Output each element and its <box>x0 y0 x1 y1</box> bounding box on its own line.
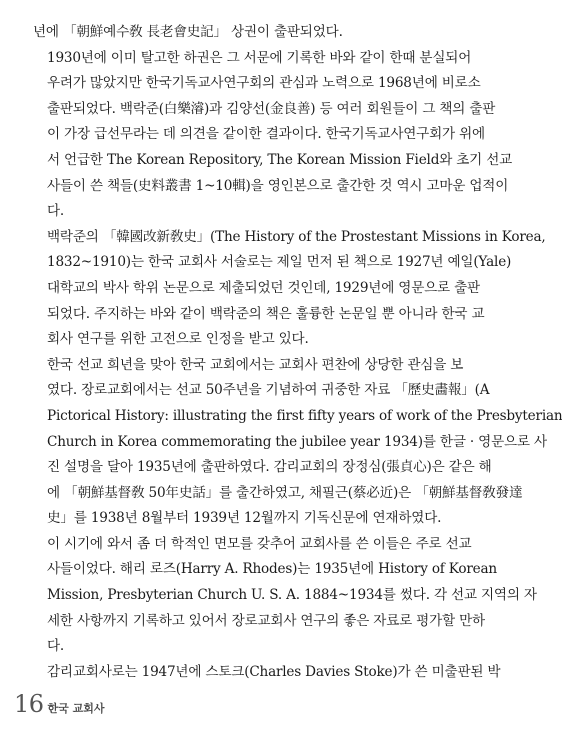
running-title: 한국 교회사 <box>47 702 105 715</box>
text-line: 사들이었다. 해리 로즈(Harry A. Rhodes)는 1935년에 History of Korean <box>47 561 497 578</box>
text-line: 한국 선교 희년을 맞아 한국 교회에서는 교회사 편찬에 상당한 관심을 보 <box>47 356 464 373</box>
text-line: 백락준의 「韓國改新敎史」(The History of the Prostestant Missions in Korea, <box>47 228 546 245</box>
text-line: 에 「朝鮮基督敎 50年史話」를 출간하였고, 채필근(蔡必近)은 「朝鮮基督敎發達 <box>47 484 523 501</box>
paragraph <box>33 532 537 660</box>
text-line: 1832~1910)는 한국 교회사 서술로는 제일 먼저 된 책으로 1927년 예일(Yale) <box>47 254 512 271</box>
text-line: 史」를 1938년 8월부터 1939년 12월까지 기독신문에 연재하였다. <box>47 510 442 527</box>
paragraph <box>33 46 513 225</box>
page-footer <box>14 690 105 720</box>
text-line: 였다. 장로교회에서는 선교 50주년을 기념하여 귀중한 자료 「歷史畵報」(A <box>47 382 490 399</box>
text-line: 다. <box>47 203 65 220</box>
text-line: Pictorical History: illustrating the first fifty years of work of the Presbyterian <box>47 407 562 424</box>
text-line: 서 언급한 The Korean Repository, The Korean Mission Field와 초기 선교 <box>47 151 513 168</box>
text-line: 진 설명을 달아 1935년에 출판하였다. 감리교회의 장정심(張貞心)은 같은 해 <box>47 459 492 476</box>
text-line: 되었다. 주지하는 바와 같이 백락준의 책은 훌륭한 논문일 뿐 아니라 한국 교 <box>47 305 485 322</box>
text-line: 이 가장 급선무라는 데 의견을 같이한 결과이다. 한국기독교사연구회가 위에 <box>47 126 485 143</box>
text-line: 1930년에 이미 탈고한 하권은 그 서문에 기록한 바와 같이 한때 분실되어 <box>47 49 472 66</box>
paragraph <box>33 353 562 532</box>
text-line: Church in Korea commemorating the jubilee year 1934)를 한글 · 영문으로 사 <box>47 433 547 450</box>
text-line: 대학교의 박사 학위 논문으로 제출되었던 것인데, 1929년에 영문으로 출판 <box>47 279 480 296</box>
text-line: 다. <box>47 638 65 655</box>
paragraph <box>33 660 501 686</box>
text-line: 이 시기에 와서 좀 더 학적인 면모를 갖추어 교회사를 쓴 이들은 주로 선교 <box>47 535 472 552</box>
text-line: 출판되었다. 백락준(白樂濬)과 김양선(金良善) 등 여러 회원들이 그 책의 출판 <box>47 100 496 117</box>
body-text <box>33 20 562 685</box>
text-line: Mission, Presbyterian Church U. S. A. 1884~1934를 썼다. 각 선교 지역의 자 <box>47 587 537 604</box>
text-line: 세한 사항까지 기록하고 있어서 장로교회사 연구의 좋은 자료로 평가할 만하 <box>47 612 485 629</box>
text-line: 감리교회사로는 1947년에 스토크(Charles Davies Stoke)가 쓴 미출판된 박 <box>47 663 501 680</box>
text-line: 회사 연구를 위한 고전으로 인정을 받고 있다. <box>47 331 309 348</box>
text-line: 년에 「朝鮮예수敎 長老會史記」 상권이 출판되었다. <box>33 24 343 40</box>
page-number: 16 <box>14 690 44 718</box>
paragraph <box>33 20 453 46</box>
text-line: 우려가 많았지만 한국기독교사연구회의 관심과 노력으로 1968년에 비로소 <box>47 75 481 92</box>
text-line: 사들이 쓴 책들(史料叢書 1~10輯)을 영인본으로 출간한 것 역시 고마운 업적이 <box>47 177 509 194</box>
paragraph <box>33 225 546 353</box>
